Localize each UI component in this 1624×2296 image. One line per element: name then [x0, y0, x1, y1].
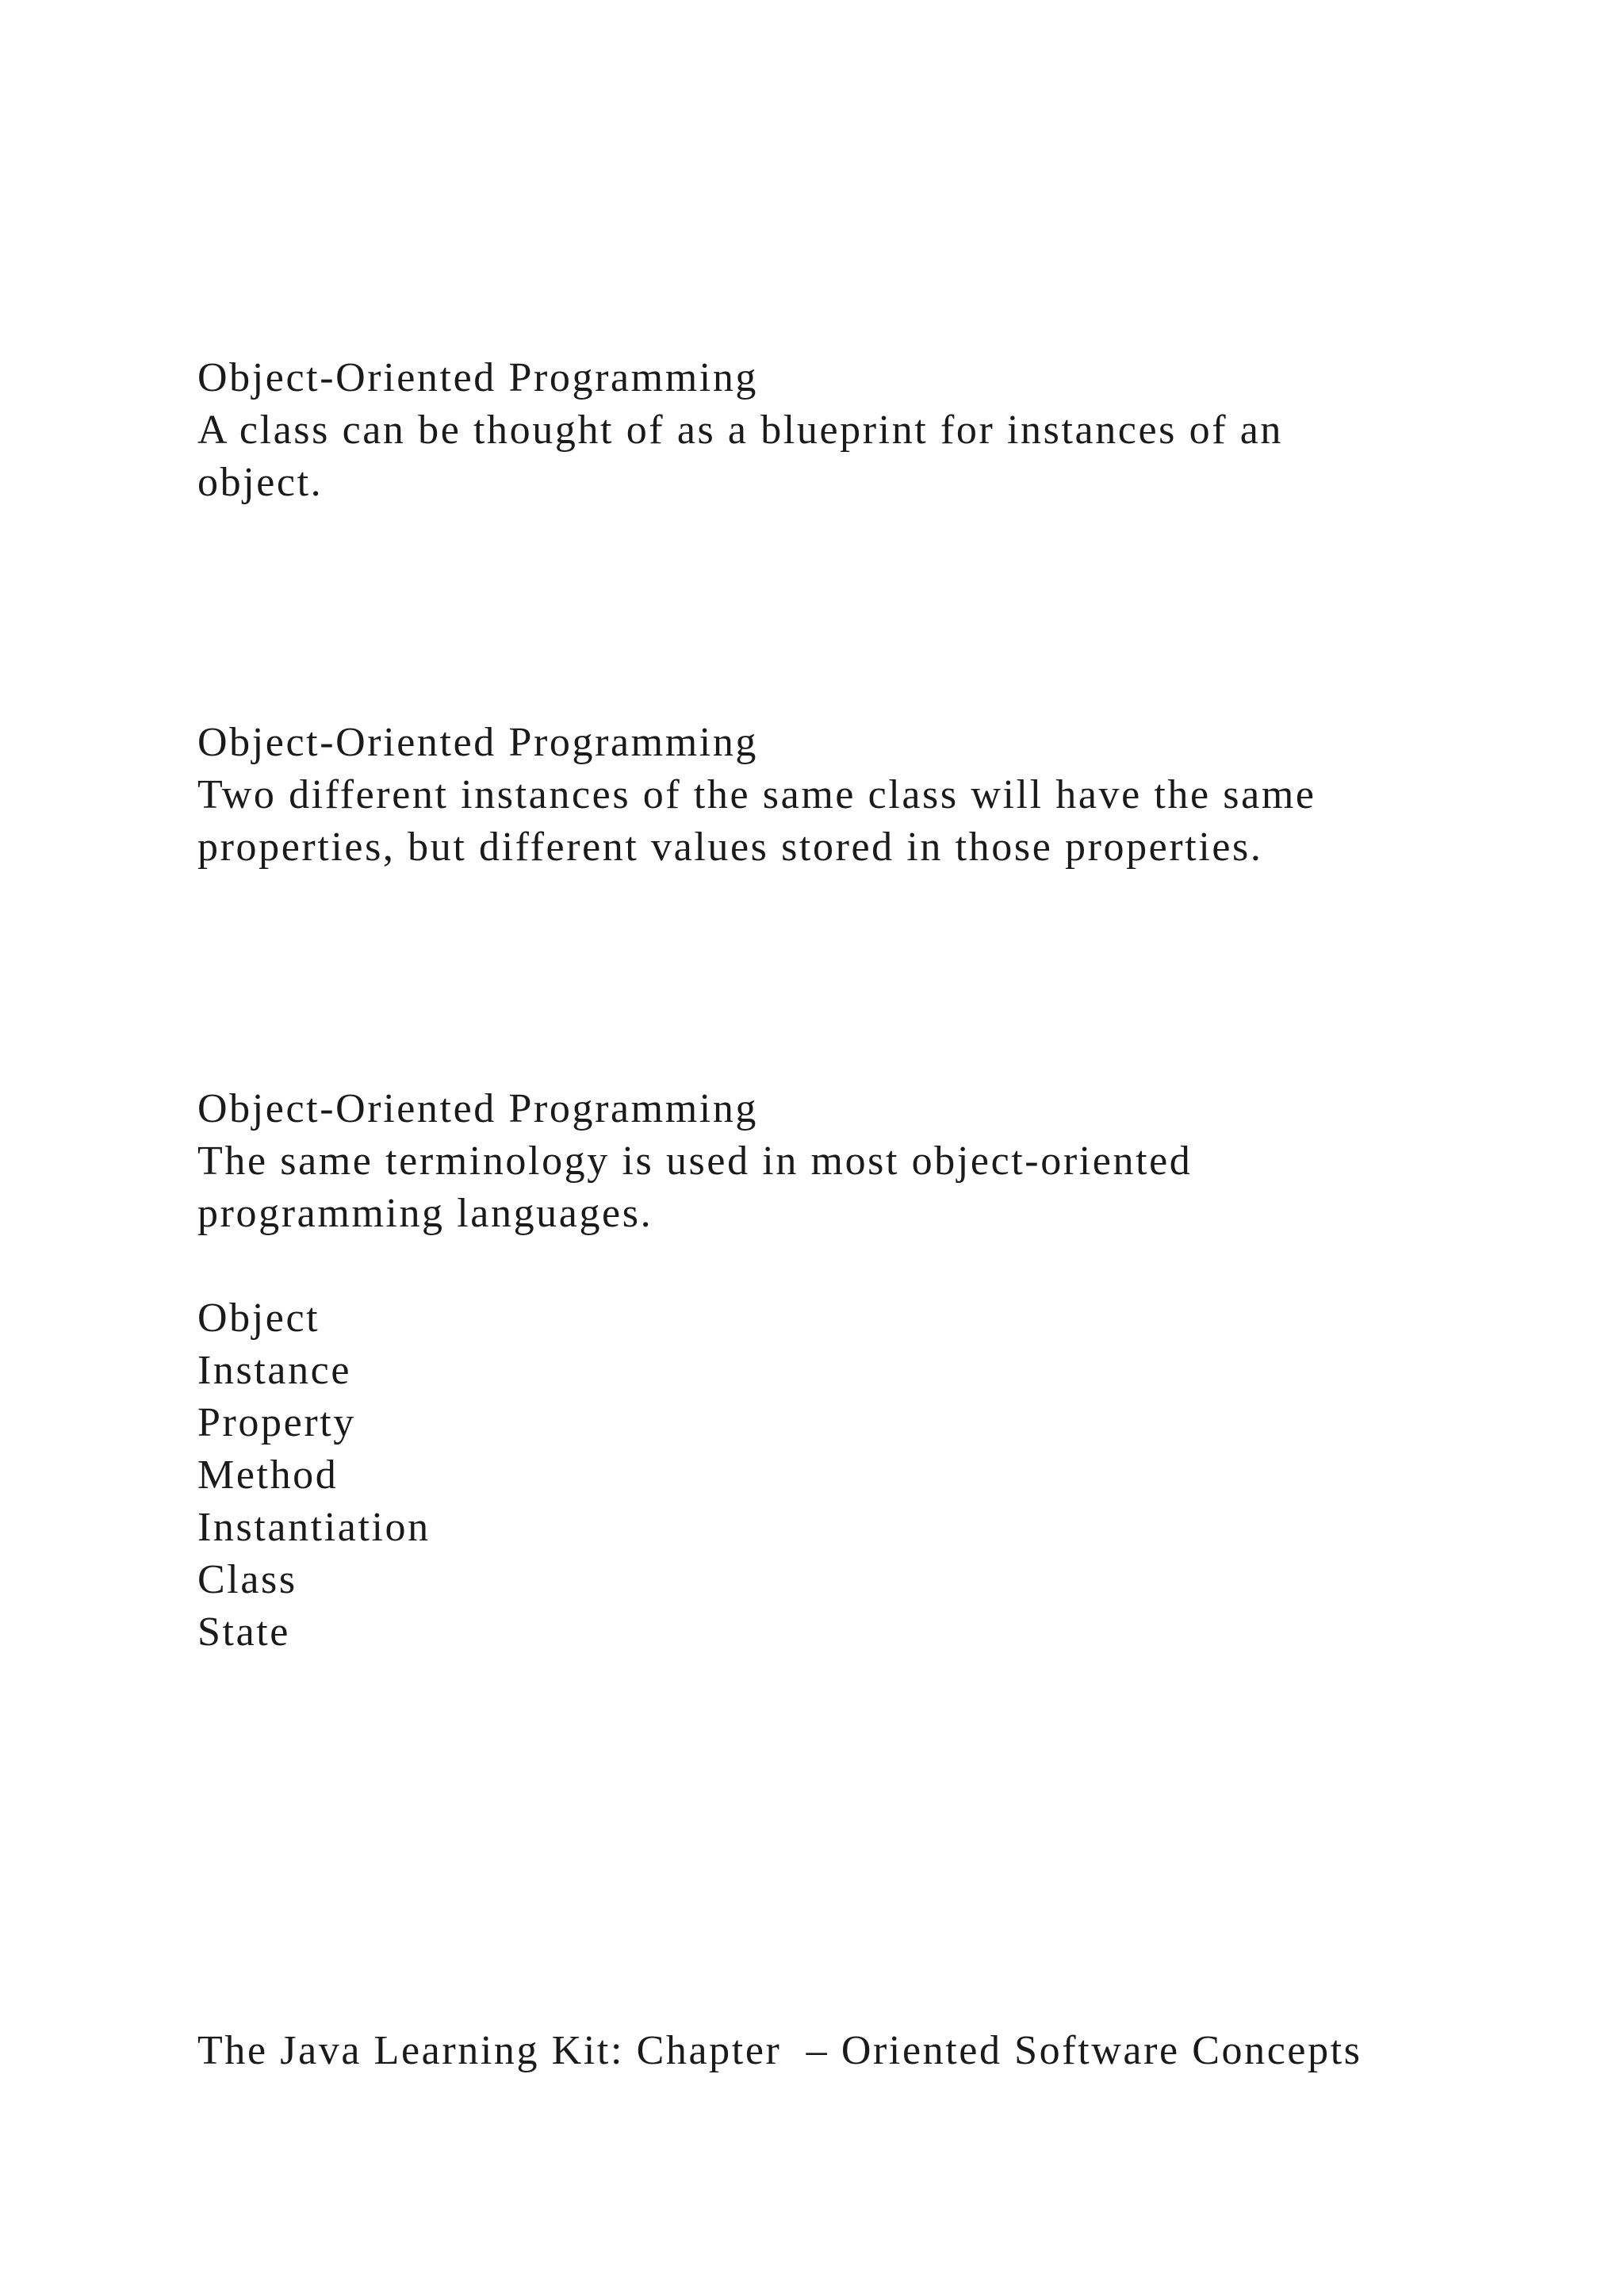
section-2-heading: Object-Oriented Programming — [197, 720, 759, 765]
term-class: Class — [197, 1557, 297, 1602]
section-3-heading: Object-Oriented Programming — [197, 1086, 759, 1131]
term-property: Property — [197, 1400, 356, 1445]
term-object: Object — [197, 1295, 320, 1341]
section-1-line-2: object. — [197, 460, 324, 505]
section-1-heading: Object-Oriented Programming — [197, 355, 759, 400]
term-state: State — [197, 1609, 290, 1655]
section-1-line-1: A class can be thought of as a blueprint for instances of an — [197, 408, 1283, 453]
term-instance: Instance — [197, 1348, 352, 1393]
section-3-line-1: The same terminology is used in most object-oriented — [197, 1138, 1193, 1184]
section-2-line-1: Two different instances of the same class will have the same — [197, 772, 1316, 817]
term-method: Method — [197, 1452, 339, 1498]
section-2-line-2: properties, but different values stored in those properties. — [197, 825, 1263, 870]
section-3-line-2: programming languages. — [197, 1191, 653, 1236]
chapter-footer: The Java Learning Kit: Chapter – Oriented Software Concepts — [197, 2028, 1362, 2073]
term-instantiation: Instantiation — [197, 1505, 431, 1550]
